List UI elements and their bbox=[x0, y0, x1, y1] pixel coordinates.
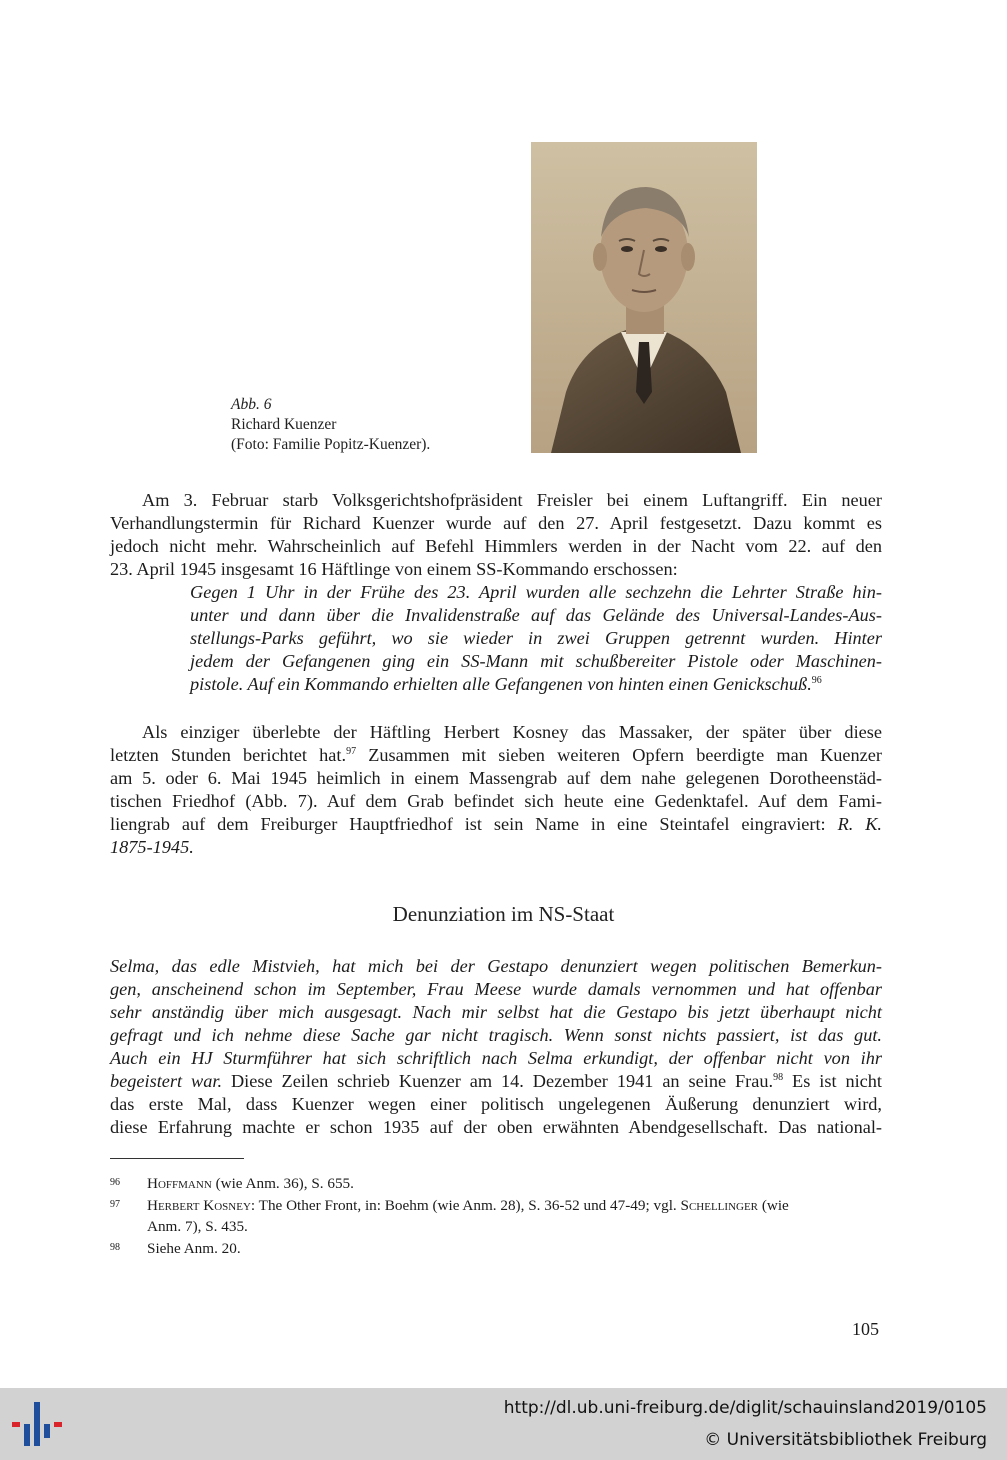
footnote-number: 97 bbox=[110, 1199, 120, 1210]
footnote-text-line-2: Anm. 7), S. 435. bbox=[147, 1218, 248, 1235]
text-line: tischen Friedhof (Abb. 7). Auf dem Grab befindet sich heute eine Gedenktafel. Auf dem Fami- bbox=[110, 791, 882, 811]
text-line: gefragt und ich nehme diese Sache gar nicht tragisch. Wenn sonst nichts passiert, ist das gut. bbox=[110, 1025, 882, 1045]
page-number: 105 bbox=[852, 1319, 879, 1339]
text-line bbox=[110, 744, 882, 767]
block-quote bbox=[190, 581, 882, 696]
footnote-number: 98 bbox=[110, 1242, 120, 1253]
portrait-photo bbox=[531, 142, 757, 453]
footnote-number: 96 bbox=[110, 1177, 120, 1188]
footnote-ref: 97 bbox=[346, 746, 357, 757]
text-run: Zusammen mit sieben weiteren Opfern beerdigte man Kuenzer bbox=[356, 745, 882, 765]
footnote-author: Hoffmann bbox=[147, 1175, 212, 1192]
text-line: 23. April 1945 insgesamt 16 Häftlinge von einem SS-Kommando erschossen: bbox=[110, 559, 678, 579]
section-heading: Denunziation im NS-Staat bbox=[392, 902, 615, 926]
text-line: jedoch nicht mehr. Wahrscheinlich auf Befehl Himmlers werden in der Nacht vom 22. auf den bbox=[110, 536, 882, 556]
quote-line: Gegen 1 Uhr in der Frühe des 23. April wurden alle sechzehn die Lehrter Straße hin- bbox=[190, 582, 882, 602]
text-line: Am 3. Februar starb Volksgerichtshofpräsident Freisler bei einem Luftangriff. Ein neuer bbox=[142, 490, 882, 510]
footer-bar bbox=[0, 1388, 1007, 1460]
text-line: sehr anständig über mich ausgesagt. Nach mir selbst hat die Gestapo bis jetzt überhaupt nicht bbox=[110, 1002, 882, 1022]
caption-credit: (Foto: Familie Popitz-Kuenzer). bbox=[231, 436, 431, 453]
copyright-notice: © Universitätsbibliothek Freiburg bbox=[704, 1430, 987, 1450]
caption-name: Richard Kuenzer bbox=[231, 416, 337, 433]
paragraph-1 bbox=[110, 489, 882, 581]
text-run: (wie Anm. 36), S. 655. bbox=[211, 1175, 354, 1192]
text-line: das erste Mal, dass Kuenzer wegen einer politisch ungelegenen Äußerung denunziert wird, bbox=[110, 1094, 882, 1114]
text-run: : The Other Front, in: Boehm (wie Anm. 28), S. 36-52 und 47-49; vgl. bbox=[250, 1197, 681, 1214]
text-run: R. K. bbox=[837, 814, 882, 834]
footnote-ref: 96 bbox=[811, 675, 822, 686]
footnote-ref: 98 bbox=[773, 1072, 784, 1083]
text-line: Auch ein HJ Sturmführer hat sich schriftlich nach Selma erkundigt, der offenbar nicht von ihr bbox=[110, 1048, 882, 1068]
footnote-97 bbox=[110, 1195, 882, 1237]
quote-line bbox=[190, 673, 882, 696]
text-run: letzten Stunden berichtet hat. bbox=[110, 745, 347, 765]
text-line: Als einziger überlebte der Häftling Herbert Kosney das Massaker, der später über diese bbox=[142, 722, 882, 742]
caption-figure-number: Abb. 6 bbox=[231, 396, 272, 413]
source-url-link[interactable]: http://dl.ub.uni-freiburg.de/diglit/schauinsland2019/0105 bbox=[503, 1398, 987, 1418]
text-line: Selma, das edle Mistvieh, hat mich bei der Gestapo denunziert wegen politischen Bemerkun- bbox=[110, 956, 882, 976]
text-line bbox=[110, 1070, 882, 1093]
footnote-text: Siehe Anm. 20. bbox=[147, 1240, 241, 1257]
paragraph-3 bbox=[110, 955, 882, 1139]
text-line: diese Erfahrung machte er schon 1935 auf der oben erwähnten Abendgesellschaft. Das national- bbox=[110, 1117, 882, 1137]
library-logo-icon bbox=[12, 1398, 64, 1450]
quote-line: stellungs-Parks geführt, wo sie wieder in zwei Gruppen getrennt wurden. Hinter bbox=[190, 628, 882, 648]
footnote-divider bbox=[110, 1158, 244, 1159]
text-run: (wie bbox=[758, 1197, 789, 1214]
footnote-text bbox=[147, 1173, 882, 1194]
text-line bbox=[110, 813, 882, 836]
text-line: gen, anscheinend schon im September, Frau Meese wurde damals vernommen und hat offenbar bbox=[110, 979, 882, 999]
footnote-98 bbox=[110, 1238, 882, 1259]
text-run: Diese Zeilen schrieb Kuenzer am 14. Dezember 1941 an seine Frau. bbox=[222, 1071, 774, 1091]
paragraph-2 bbox=[110, 721, 882, 859]
text-line: 1875-1945. bbox=[110, 837, 194, 857]
footnote-96 bbox=[110, 1173, 882, 1194]
footnote-author: Herbert Kosney bbox=[147, 1197, 251, 1214]
quote-text: pistole. Auf ein Kommando erhielten alle Gefangenen von hinten einen Genickschuß. bbox=[190, 674, 812, 694]
text-line: Verhandlungstermin für Richard Kuenzer wurde auf den 27. April festgesetzt. Dazu kommt es bbox=[110, 513, 882, 533]
quote-line: jedem der Gefangenen ging ein SS-Mann mit schußbereiter Pistole oder Maschinen- bbox=[190, 651, 882, 671]
text-line: am 5. oder 6. Mai 1945 heimlich in einem Massengrab auf dem nahe gelegenen Dorotheenstäd- bbox=[110, 768, 882, 788]
quote-line: unter und dann über die Invalidenstraße auf das Gelände des Universal-Landes-Aus- bbox=[190, 605, 882, 625]
text-run: begeistert war. bbox=[110, 1071, 223, 1091]
figure-caption bbox=[231, 395, 430, 455]
footnote-author: Schellinger bbox=[680, 1197, 759, 1214]
text-run: liengrab auf dem Freiburger Hauptfriedhof ist sein Name in eine Steintafel eingraviert: bbox=[110, 814, 838, 834]
footnote-text bbox=[147, 1195, 882, 1216]
text-run: Es ist nicht bbox=[783, 1071, 883, 1091]
